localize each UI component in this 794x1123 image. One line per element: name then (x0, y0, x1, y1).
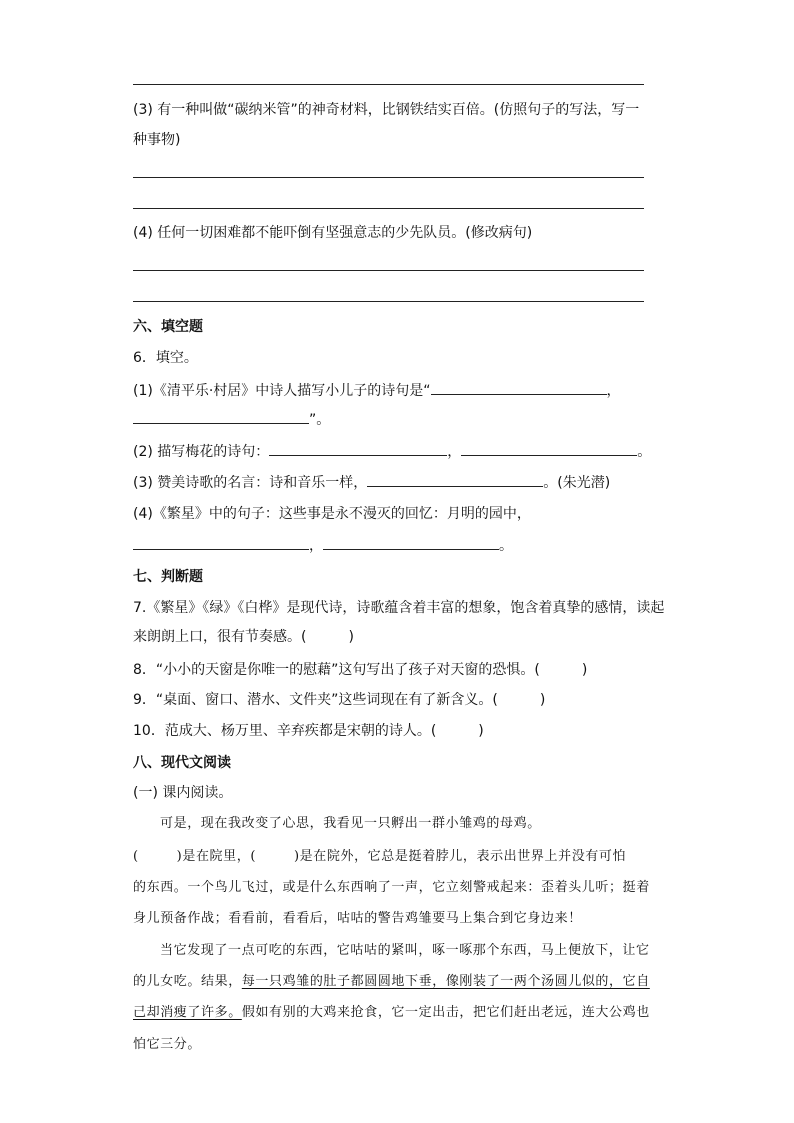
q5-item3-text: 有一种叫做“碳纳米管”的神奇材料，比钢铁结实百倍。(仿照句子的写法，写一 (157, 102, 640, 118)
q7-close: ) (348, 629, 354, 645)
q6-item2-text: (2) 描写梅花的诗句： (133, 444, 270, 460)
q10-close: ) (478, 723, 484, 739)
q9-text: 9．“桌面、窗口、潜水、文件夹”这些词现在有了新含义。( (133, 692, 498, 708)
answer-line (133, 270, 644, 271)
q6-item3-text: (3) 赞美诗歌的名言：诗和音乐一样， (133, 475, 368, 491)
passage-line (133, 972, 650, 992)
passage-line: 怕它三分。 (133, 1037, 202, 1052)
q5-item3-num: (3) (133, 102, 153, 118)
answer-line (133, 208, 644, 209)
passage-line: 的东西。一个鸟儿飞过，或是什么东西响了一声，它立刻警戒起来：歪着头儿听；挺着 (133, 880, 650, 895)
underlined-sentence: 己却消瘦了许多。 (133, 1005, 242, 1020)
q8-close: ) (581, 662, 588, 678)
q6-item1-comma: ， (606, 383, 621, 399)
section6-title: 六、填空题 (133, 319, 203, 335)
fill-blank[interactable] (133, 535, 309, 550)
fill-blank[interactable] (133, 409, 309, 424)
passage-text: )是在院外，它总是挺着脖儿，表示出世界上并没有可怕 (294, 849, 627, 864)
q5-item4 (133, 223, 532, 243)
q6-item1-line2 (133, 409, 330, 430)
fill-blank[interactable] (269, 441, 447, 456)
q6-item3 (133, 472, 610, 493)
q6-item2-end: 。 (637, 444, 652, 460)
q6-item1-text: (1)《清平乐·村居》中诗人描写小儿子的诗句是“ (133, 383, 431, 399)
section8-subtitle: (一) 课内阅读。 (133, 785, 233, 801)
q8-text: 8．“小小的天窗是你唯一的慰藉”这句写出了孩子对天窗的恐惧。( (133, 662, 540, 678)
fill-blank[interactable] (461, 441, 637, 456)
fill-blank[interactable] (367, 472, 543, 487)
q6-item3-end: 。(朱光潜) (543, 475, 611, 491)
q6-item4-line2 (133, 535, 513, 556)
passage-line (133, 1003, 650, 1023)
q7-text: 来朗朗上口，很有节奏感。( (133, 629, 307, 645)
passage-paren-mid: )是在院里，( (176, 849, 257, 864)
q6-item2 (133, 441, 651, 462)
underlined-sentence: 每一只鸡雏的肚子都圆圆地下垂，像刚装了一两个汤圆儿似的，它自 (241, 974, 650, 989)
section7-title: 七、判断题 (133, 569, 203, 585)
fill-blank[interactable] (431, 380, 607, 395)
answer-line (133, 84, 644, 85)
passage-paren-open: ( (133, 849, 139, 864)
q5-item4-num: (4) (133, 225, 153, 241)
q6-label: 6．填空。 (133, 350, 198, 366)
q6-item4-end: 。 (499, 538, 513, 554)
q6-item2-comma: ， (447, 444, 462, 460)
answer-line (133, 177, 644, 178)
q9 (133, 690, 545, 710)
q10-text: 10．范成大、杨万里、辛弃疾都是宋朝的诗人。( (133, 723, 437, 739)
q9-close: ) (539, 692, 546, 708)
q5-item3-line1 (133, 100, 639, 120)
answer-line (133, 301, 644, 302)
q5-item3-text-cont: 种事物) (133, 132, 181, 148)
q6-item1-end: ”。 (309, 412, 331, 428)
q6-item4-line1 (133, 504, 531, 524)
passage-line: 当它发现了一点可吃的东西，它咕咕的紧叫，啄一啄那个东西，马上便放下，让它 (160, 943, 650, 958)
q7-line2 (133, 627, 354, 647)
q6-item1-line1 (133, 380, 621, 401)
passage-line: 可是，现在我改变了心思，我看见一只孵出一群小雏鸡的母鸡。 (160, 816, 541, 831)
q10 (133, 721, 484, 741)
passage-line (133, 847, 626, 867)
q6-item4-text: (4)《繁星》中的句子：这些事是永不漫灭的回忆：月明的园中， (133, 506, 531, 522)
q8 (133, 660, 587, 680)
passage-text: 的儿女吃。结果， (133, 974, 242, 989)
section8-title: 八、现代文阅读 (133, 755, 231, 771)
fill-blank[interactable] (323, 535, 499, 550)
q6-item4-comma: ， (309, 538, 323, 554)
q5-item3-line2 (133, 130, 180, 150)
q5-item4-text: 任何一切困难都不能吓倒有坚强意志的少先队员。(修改病句) (157, 225, 533, 241)
passage-text: 假如有别的大鸡来抢食，它一定出击，把它们赶出老远，连大公鸡也 (241, 1005, 650, 1020)
q7-line1: 7.《繁星》《绿》《白桦》是现代诗，诗歌蕴含着丰富的想象，饱含着真挚的感情，读起 (133, 600, 665, 616)
passage-line: 身儿预备作战；看看前，看看后，咕咕的警告鸡雏要马上集合到它身边来！ (133, 911, 582, 926)
